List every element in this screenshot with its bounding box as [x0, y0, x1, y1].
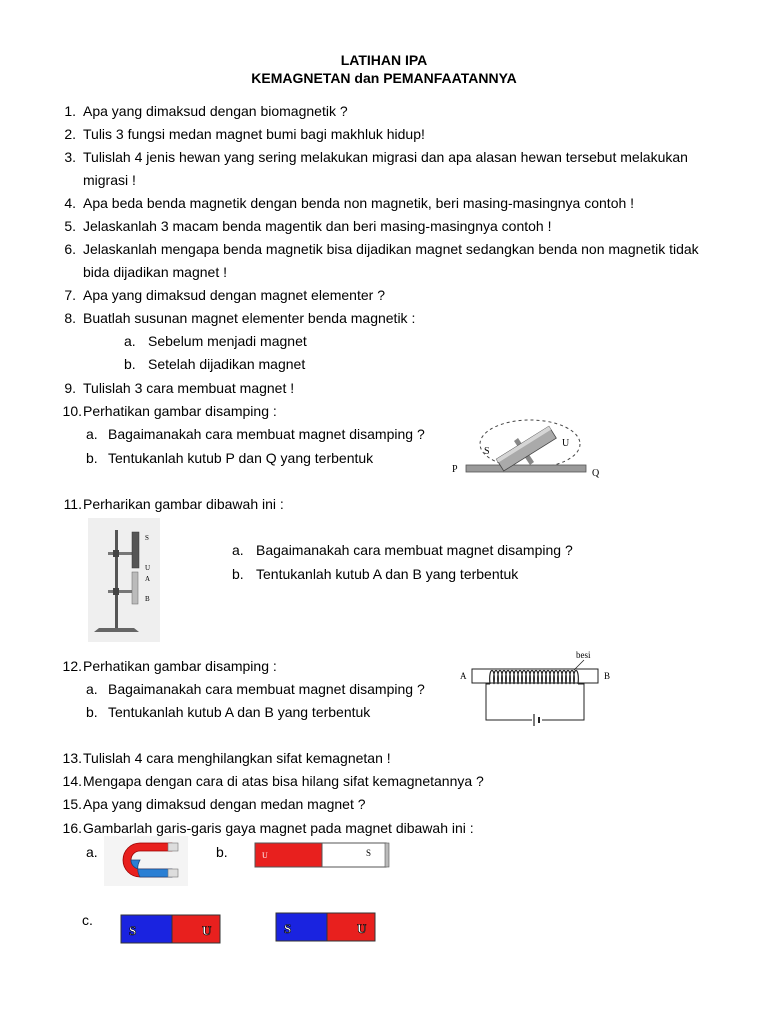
- bar-b-label-s: S: [366, 848, 372, 858]
- question-text: Mengapa dengan cara di atas bisa hilang sifat kemagnetannya ?: [83, 773, 484, 789]
- sub-label-b: b.: [86, 450, 98, 466]
- question-text-continued: migrasi !: [83, 172, 136, 188]
- question-text: Tulislah 4 cara menghilangkan sifat kemagnetan !: [83, 750, 391, 766]
- question-number: 5.: [64, 218, 76, 234]
- q16-label-b: b.: [216, 844, 228, 860]
- question-number: 4.: [64, 195, 76, 211]
- fig11-label-b: B: [145, 595, 150, 603]
- figure-electromagnet: [446, 646, 628, 734]
- question-text: Jelaskanlah mengapa benda magnetik bisa dijadikan magnet sedangkan benda non magnetik tidak: [83, 241, 699, 257]
- bar-c2-label-s: S: [284, 921, 292, 936]
- sub-item: Bagaimanakah cara membuat magnet disamping ?: [108, 681, 425, 697]
- sub-item: Setelah dijadikan magnet: [148, 356, 306, 372]
- pole-tip-bottom: [168, 869, 178, 877]
- sub-item: Sebelum menjadi magnet: [148, 333, 307, 349]
- sub-item: Tentukanlah kutub A dan B yang terbentuk: [108, 704, 371, 720]
- bar-magnet: [132, 532, 139, 568]
- upper-clamp: [108, 552, 134, 555]
- wire-left: [486, 684, 532, 720]
- fig10-label-u: U: [562, 438, 570, 449]
- figure-induction-stand: [88, 518, 160, 642]
- question-number: 7.: [64, 287, 76, 303]
- question-text: Apa yang dimaksud dengan medan magnet ?: [83, 796, 366, 812]
- fig11-label-s: S: [145, 534, 149, 542]
- fig11-label-a: A: [145, 575, 151, 583]
- iron-bar: [466, 465, 586, 472]
- pole-tip-top: [168, 843, 178, 851]
- sub-label-b: b.: [232, 566, 244, 582]
- question-text: Apa beda benda magnetik dengan benda non magnetik, beri masing-masingnya contoh !: [83, 195, 635, 211]
- question-text: Perhatikan gambar disamping :: [83, 403, 277, 419]
- stand-pole: [115, 530, 118, 630]
- question-number: 13.: [62, 750, 82, 766]
- fig10-label-s: S: [484, 446, 490, 457]
- bar-b-label-u: U: [262, 851, 268, 860]
- question-number: 3.: [64, 149, 76, 165]
- bar-magnet-c1: [120, 912, 222, 946]
- wire-right: [542, 684, 584, 720]
- question-number: 10.: [62, 403, 82, 419]
- question-number: 15.: [62, 796, 82, 812]
- bar-magnet: [496, 426, 556, 471]
- fig11-label-u: U: [145, 564, 151, 572]
- sub-label-b: b.: [86, 704, 98, 720]
- question-text: Tulislah 3 cara membuat magnet !: [83, 380, 295, 396]
- horseshoe-magnet: [104, 836, 188, 886]
- q16-label-a: a.: [86, 844, 98, 860]
- lower-clamp: [108, 590, 134, 593]
- question-text: Tulis 3 fungsi medan magnet bumi bagi makhluk hidup!: [83, 126, 425, 142]
- sub-item: Tentukanlah kutub P dan Q yang terbentuk: [108, 450, 374, 466]
- fig12-label-a: A: [460, 671, 467, 681]
- question-text: Apa yang dimaksud dengan biomagnetik ?: [83, 103, 348, 119]
- bar-c1-label-u: U: [202, 923, 212, 938]
- question-number: 2.: [64, 126, 76, 142]
- question-number: 6.: [64, 241, 76, 257]
- bar-magnet-c2: [275, 910, 377, 944]
- page-title: LATIHAN IPA: [340, 52, 428, 68]
- fig10-label-p: P: [452, 464, 458, 475]
- question-number: 16.: [62, 820, 82, 836]
- question-text: Apa yang dimaksud dengan magnet elementer ?: [83, 287, 385, 303]
- sub-item: Tentukanlah kutub A dan B yang terbentuk: [256, 566, 519, 582]
- bar-c2-red-half: [327, 913, 375, 941]
- sub-label-b: b.: [124, 356, 136, 372]
- question-number: 8.: [64, 310, 76, 326]
- sub-label-a: a.: [232, 542, 244, 558]
- fig10-label-q: Q: [592, 468, 600, 479]
- fig12-label-b: B: [604, 671, 611, 681]
- bar-b-white-half: [322, 843, 386, 867]
- page-subtitle: KEMAGNETAN dan PEMANFAATANNYA: [251, 70, 517, 86]
- question-text: Perharikan gambar dibawah ini :: [83, 496, 284, 512]
- bar-c2-label-u: U: [357, 921, 367, 936]
- question-number: 12.: [62, 658, 82, 674]
- fig12-label-besi: besi: [576, 650, 591, 660]
- q16-label-c: c.: [82, 912, 93, 928]
- bar-magnet-b: [254, 842, 390, 868]
- sub-label-a: a.: [124, 333, 136, 349]
- sub-item: Bagaimanakah cara membuat magnet disamping ?: [108, 426, 425, 442]
- figure-stroking-magnet: [446, 418, 614, 482]
- sub-item: Bagaimanakah cara membuat magnet disamping ?: [256, 542, 573, 558]
- question-text: Perhatikan gambar disamping :: [83, 658, 277, 674]
- bar-c1-label-s: S: [129, 923, 137, 938]
- bar-c1-red-half: [172, 915, 220, 943]
- iron-rod: [132, 572, 138, 604]
- question-number: 14.: [62, 773, 82, 789]
- question-text: Jelaskanlah 3 macam benda magentik dan beri masing-masingnya contoh !: [83, 218, 552, 234]
- question-number: 9.: [64, 380, 76, 396]
- sub-label-a: a.: [86, 681, 98, 697]
- question-text: Tulislah 4 jenis hewan yang sering melakukan migrasi dan apa alasan hewan tersebut melakukan: [83, 149, 688, 165]
- sub-label-a: a.: [86, 426, 98, 442]
- question-text-continued: bida dijadikan magnet !: [83, 264, 227, 280]
- question-number: 11.: [63, 496, 82, 512]
- question-text: Gambarlah garis-garis gaya magnet pada magnet dibawah ini :: [83, 820, 474, 836]
- question-number: 1.: [64, 103, 76, 119]
- question-text: Buatlah susunan magnet elementer benda magnetik :: [83, 310, 416, 326]
- stand-base: [94, 628, 139, 632]
